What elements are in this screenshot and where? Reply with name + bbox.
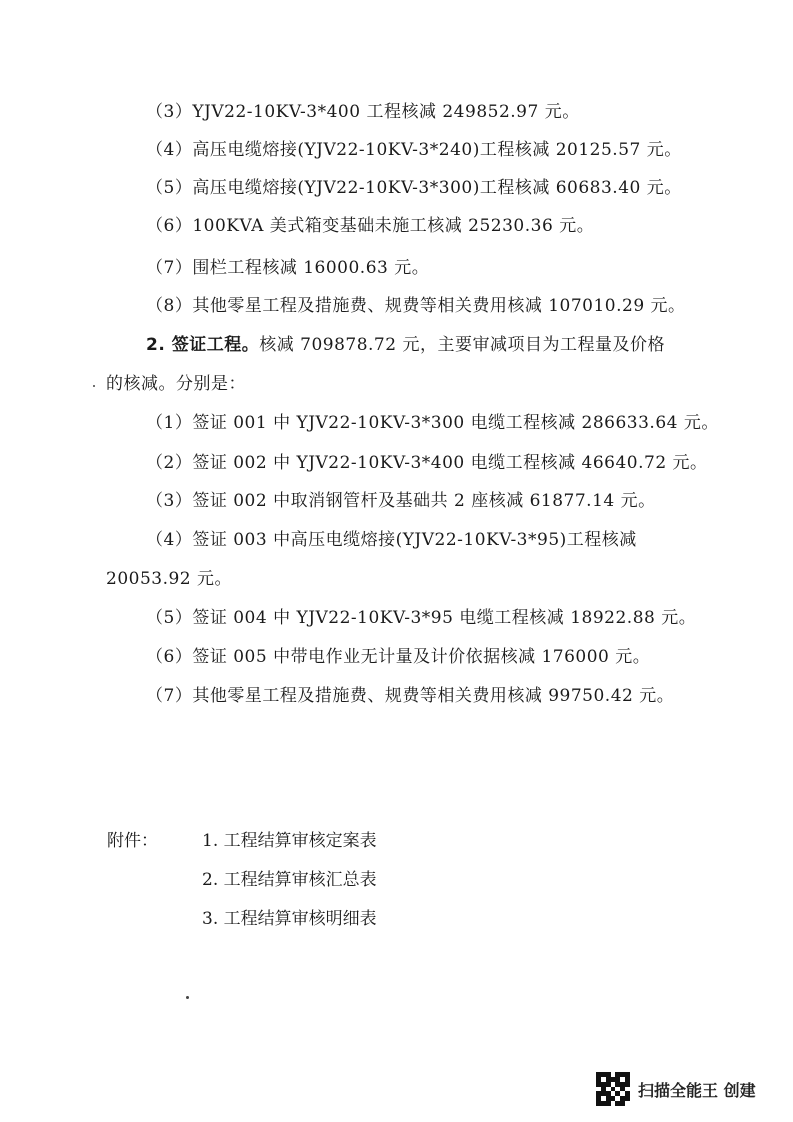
item-p2-3: （3）签证 002 中取消钢管杆及基础共 2 座核减 61877.14 元。 bbox=[146, 491, 656, 511]
item-p1-7: （7）围栏工程核减 16000.63 元。 bbox=[146, 258, 430, 278]
item-p2-4-cont: 20053.92 元。 bbox=[106, 569, 233, 589]
attachment-item: 1. 工程结算审核定案表 bbox=[202, 831, 377, 851]
qr-code-icon bbox=[596, 1072, 630, 1106]
section2-heading: 2. 签证工程。 bbox=[146, 335, 260, 355]
item-p2-5: （5）签证 004 中 YJV22-10KV-3*95 电缆工程核减 18922.88 元。 bbox=[146, 608, 697, 628]
item-p1-5: （5）高压电缆熔接(YJV22-10KV-3*300)工程核减 60683.40 元。 bbox=[146, 178, 682, 198]
item-p2-4: （4）签证 003 中高压电缆熔接(YJV22-10KV-3*95)工程核减 bbox=[146, 530, 637, 550]
item-p2-6: （6）签证 005 中带电作业无计量及计价依据核减 176000 元。 bbox=[146, 647, 651, 667]
section2-text-cont: 的核减。分别是： bbox=[106, 374, 246, 394]
item-p2-7: （7）其他零星工程及措施费、规费等相关费用核减 99750.42 元。 bbox=[146, 686, 675, 706]
section2-paragraph bbox=[146, 333, 665, 357]
item-p1-4: （4）高压电缆熔接(YJV22-10KV-3*240)工程核减 20125.57 元。 bbox=[146, 140, 682, 160]
scanner-watermark: 扫描全能王 创建 bbox=[638, 1081, 756, 1100]
section2-text: 核减 709878.72 元，主要审减项目为工程量及价格 bbox=[259, 335, 665, 355]
item-p1-8: （8）其他零星工程及措施费、规费等相关费用核减 107010.29 元。 bbox=[146, 296, 686, 316]
scan-speck bbox=[93, 385, 95, 387]
item-p2-1: （1）签证 001 中 YJV22-10KV-3*300 电缆工程核减 286633.64 元。 bbox=[146, 413, 719, 433]
attachment-item: 3. 工程结算审核明细表 bbox=[202, 909, 377, 929]
scan-speck bbox=[186, 996, 189, 999]
attachments-label: 附件： bbox=[107, 831, 158, 851]
item-p2-2: （2）签证 002 中 YJV22-10KV-3*400 电缆工程核减 46640.72 元。 bbox=[146, 453, 708, 473]
item-p1-3: （3）YJV22-10KV-3*400 工程核减 249852.97 元。 bbox=[146, 102, 580, 122]
item-p1-6: （6）100KVA 美式箱变基础未施工核减 25230.36 元。 bbox=[146, 216, 595, 236]
attachment-item: 2. 工程结算审核汇总表 bbox=[202, 870, 377, 890]
